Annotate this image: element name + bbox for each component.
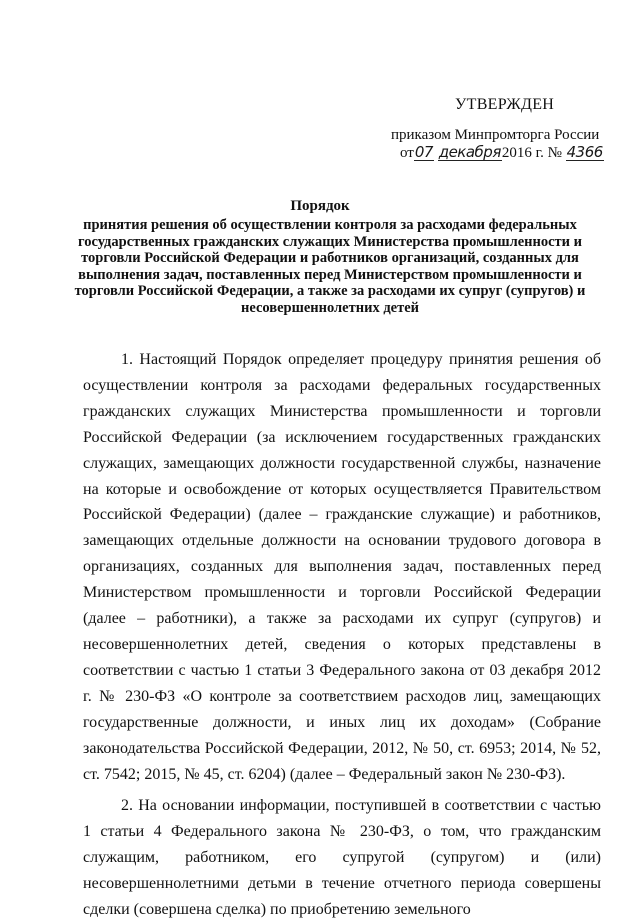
date-prefix: от [400,145,414,161]
approved-by-order: приказом Минпромторга России [391,127,600,143]
document-body [83,347,601,923]
order-date-line [400,145,604,162]
paragraph-2: 2. На основании информации, поступившей в соответствии с частью 1 статьи 4 Федерального закона № 230-ФЗ, о том, что гражданским служащим, работником, его супругой (супругом) и (или) несовершеннолетними детьми в течение отчетного периода совершены сделки (совершена сделка) по приобретению земельного [83,797,601,919]
paragraph-1: 1. Настоящий Порядок определяет процедуру принятия решения об осуществлении контроля за расходами федеральных государственных гражданских служащих Министерства промышленности и торговли Российской Федерации (за исключением государственных гражданских служащих, замещающих должности государственной службы, назначение на которые и освобождение от которых осуществляется Правительством Российской Федерации) (далее – гражданские служащие) и работников, замещающих отдельные должности на основании трудового договора в организациях, созданных для выполнения задач, поставленных перед Министерством промышленности и торговли Российской Федерации (далее – работники), а также за расходами их супруг (супругов) и несовершеннолетних детей, сведения о которых представлены в соответствии с частью 1 статьи 3 Федерального закона от 03 декабря 2012 г. № 230-ФЗ «О контроле за соответствием расходов лиц, замещающих государственные должности, и иных лиц их доходам» (Собрание законодательства Российской Федерации, 2012, № 50, ст. 6953; 2014, № 52, ст. 7542; 2015, № 45, ст. 6204) (далее – Федеральный закон № 230-ФЗ). [83,351,601,783]
approved-stamp-text: УТВЕРЖДЕН [455,96,555,113]
date-year-number-label: 2016 г. № [501,145,562,161]
handwritten-order-number: 4366 [566,143,603,161]
document-title: Порядок [290,198,350,214]
handwritten-month: декабря [438,143,501,161]
handwritten-day: 07 [414,143,433,161]
document-subtitle: принятия решения об осуществлении контроля за расходами федеральных государственных гражданских служащих Министерства промышленности и торговли Российской Федерации и работников организаций, созданных для выполнения задач, поставленных перед Министерством промышленности и торговли Российской Федерации, а также за расходами их супруг (супругов) и несовершеннолетних детей [74,217,586,316]
